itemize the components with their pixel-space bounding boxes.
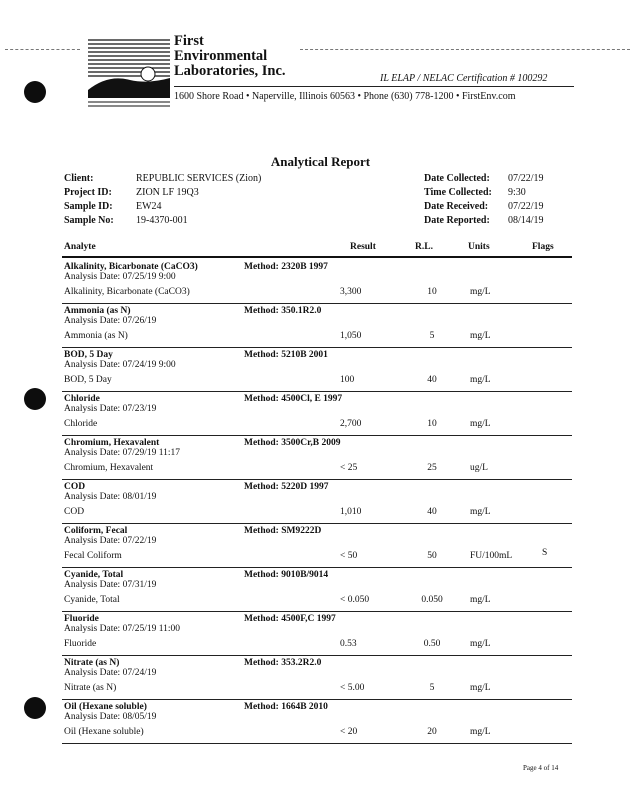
client-label: Client: bbox=[64, 173, 94, 184]
analysis-date: Analysis Date: 07/25/19 11:00 bbox=[64, 624, 181, 634]
analyte-name: Alkalinity, Bicarbonate (CaCO3) bbox=[64, 262, 198, 272]
row-divider bbox=[62, 743, 572, 744]
units-value: mg/L bbox=[470, 331, 491, 341]
analyte-method: Method: 5210B 2001 bbox=[244, 350, 328, 360]
units-value: mg/L bbox=[470, 419, 491, 429]
units-value: mg/L bbox=[470, 375, 491, 385]
company-name-line2: Environmental bbox=[174, 48, 268, 64]
units-value: FU/100mL bbox=[470, 551, 513, 561]
date-collected-label: Date Collected: bbox=[424, 173, 490, 184]
units-value: mg/L bbox=[470, 683, 491, 693]
units-value: mg/L bbox=[470, 595, 491, 605]
analysis-date: Analysis Date: 07/24/19 bbox=[64, 668, 157, 678]
analyte-block bbox=[62, 655, 572, 699]
analyte-method: Method: SM9222D bbox=[244, 526, 322, 536]
analyte-block bbox=[62, 435, 572, 479]
analyte-block bbox=[62, 479, 572, 523]
company-name-line3: Laboratories, Inc. bbox=[174, 63, 286, 79]
result-analyte: Chromium, Hexavalent bbox=[64, 463, 154, 473]
rl-value: 40 bbox=[427, 507, 437, 517]
analyte-block bbox=[62, 347, 572, 391]
analysis-date: Analysis Date: 07/24/19 9:00 bbox=[64, 360, 176, 370]
rl-value: 0.50 bbox=[423, 639, 441, 649]
analysis-date: Analysis Date: 08/01/19 bbox=[64, 492, 157, 502]
date-reported-label: Date Reported: bbox=[424, 215, 490, 226]
result-analyte: Fecal Coliform bbox=[64, 551, 122, 561]
result-analyte: Chloride bbox=[64, 419, 98, 429]
analyte-name: COD bbox=[64, 482, 86, 492]
rl-value: 5 bbox=[429, 683, 435, 693]
analysis-date: Analysis Date: 07/29/19 11:17 bbox=[64, 448, 181, 458]
rl-value: 5 bbox=[429, 331, 435, 341]
analyte-name: Ammonia (as N) bbox=[64, 306, 131, 316]
result-analyte: Ammonia (as N) bbox=[64, 331, 128, 341]
report-title: Analytical Report bbox=[270, 154, 371, 169]
rl-value: 50 bbox=[427, 551, 437, 561]
company-name bbox=[174, 34, 286, 79]
column-header-rl: R.L. bbox=[415, 242, 433, 252]
analysis-date: Analysis Date: 07/23/19 bbox=[64, 404, 157, 414]
flag-value: S bbox=[542, 548, 548, 558]
analyte-name: BOD, 5 Day bbox=[64, 350, 113, 360]
sample-id-label: Sample ID: bbox=[64, 201, 113, 212]
page-number: Page 4 of 14 bbox=[523, 764, 559, 772]
column-header-result: Result bbox=[350, 242, 376, 252]
result-value: 1,050 bbox=[340, 331, 362, 341]
project-value: ZION LF 19Q3 bbox=[136, 187, 199, 198]
analyte-name: Nitrate (as N) bbox=[64, 658, 120, 668]
result-analyte: Cyanide, Total bbox=[64, 595, 120, 605]
header-divider bbox=[62, 256, 572, 258]
analyte-name: Chromium, Hexavalent bbox=[64, 438, 160, 448]
analyte-block bbox=[62, 259, 572, 303]
analyte-block bbox=[62, 567, 572, 611]
column-header-analyte: Analyte bbox=[64, 242, 96, 252]
result-value: 3,300 bbox=[340, 287, 362, 297]
time-collected-label: Time Collected: bbox=[424, 187, 492, 198]
result-analyte: Fluoride bbox=[64, 639, 97, 649]
punch-hole-decoration bbox=[24, 388, 46, 410]
company-address: 1600 Shore Road • Naperville, Illinois 60563 • Phone (630) 778-1200 • FirstEnv.com bbox=[174, 91, 516, 102]
analyte-block bbox=[62, 611, 572, 655]
rl-value: 25 bbox=[427, 463, 437, 473]
analyte-block bbox=[62, 303, 572, 347]
client-value: REPUBLIC SERVICES (Zion) bbox=[136, 173, 262, 184]
header-dash-rule bbox=[5, 49, 80, 51]
units-value: mg/L bbox=[470, 639, 491, 649]
result-analyte: Nitrate (as N) bbox=[64, 683, 117, 693]
result-analyte: Oil (Hexane soluble) bbox=[64, 727, 144, 737]
result-value: 100 bbox=[340, 375, 355, 385]
analyte-name: Chloride bbox=[64, 394, 100, 404]
date-reported-value: 08/14/19 bbox=[508, 215, 544, 226]
analyte-method: Method: 9010B/9014 bbox=[244, 570, 329, 580]
project-label: Project ID: bbox=[64, 187, 112, 198]
company-name-line1: First bbox=[174, 33, 204, 49]
analyte-method: Method: 353.2R2.0 bbox=[244, 658, 322, 668]
analysis-date: Analysis Date: 08/05/19 bbox=[64, 712, 157, 722]
sample-id-value: EW24 bbox=[136, 201, 162, 212]
analysis-date: Analysis Date: 07/25/19 9:00 bbox=[64, 272, 176, 282]
result-analyte: Alkalinity, Bicarbonate (CaCO3) bbox=[64, 287, 190, 297]
analyte-name: Cyanide, Total bbox=[64, 570, 124, 580]
header-dash-rule bbox=[300, 49, 630, 51]
rl-value: 10 bbox=[427, 287, 437, 297]
sample-no-label: Sample No: bbox=[64, 215, 114, 226]
result-value: 2,700 bbox=[340, 419, 362, 429]
rl-value: 20 bbox=[427, 727, 437, 737]
client-row bbox=[64, 173, 93, 184]
certification-text: IL ELAP / NELAC Certification # 100292 bbox=[380, 73, 548, 84]
units-value: mg/L bbox=[470, 507, 491, 517]
analysis-date: Analysis Date: 07/22/19 bbox=[64, 536, 157, 546]
time-collected-value: 9:30 bbox=[508, 187, 526, 198]
analysis-date: Analysis Date: 07/31/19 bbox=[64, 580, 157, 590]
analyte-method: Method: 3500Cr,B 2009 bbox=[244, 438, 341, 448]
result-value: < 20 bbox=[340, 727, 358, 737]
analyte-method: Method: 4500Cl, E 1997 bbox=[244, 394, 343, 404]
result-value: 1,010 bbox=[340, 507, 362, 517]
analyte-method: Method: 5220D 1997 bbox=[244, 482, 329, 492]
date-received-label: Date Received: bbox=[424, 201, 489, 212]
analyte-block bbox=[62, 391, 572, 435]
header-rule bbox=[174, 86, 574, 87]
analyte-block bbox=[62, 699, 572, 743]
units-value: ug/L bbox=[470, 463, 488, 473]
result-value: < 5.00 bbox=[340, 683, 365, 693]
result-analyte: BOD, 5 Day bbox=[64, 375, 112, 385]
punch-hole-decoration bbox=[24, 697, 46, 719]
analyte-block bbox=[62, 523, 572, 567]
sample-no-value: 19-4370-001 bbox=[136, 215, 188, 226]
analyte-name: Fluoride bbox=[64, 614, 99, 624]
analyte-method: Method: 2320B 1997 bbox=[244, 262, 328, 272]
analyte-name: Coliform, Fecal bbox=[64, 526, 128, 536]
punch-hole-decoration bbox=[24, 81, 46, 103]
analysis-date: Analysis Date: 07/26/19 bbox=[64, 316, 157, 326]
rl-value: 40 bbox=[427, 375, 437, 385]
result-value: < 25 bbox=[340, 463, 358, 473]
rl-value: 0.050 bbox=[421, 595, 443, 605]
analyte-method: Method: 4500F,C 1997 bbox=[244, 614, 336, 624]
analyte-method: Method: 1664B 2010 bbox=[244, 702, 328, 712]
rl-value: 10 bbox=[427, 419, 437, 429]
units-value: mg/L bbox=[470, 287, 491, 297]
result-value: 0.53 bbox=[340, 639, 357, 649]
date-received-value: 07/22/19 bbox=[508, 201, 544, 212]
result-value: < 50 bbox=[340, 551, 358, 561]
result-analyte: COD bbox=[64, 507, 85, 517]
column-header-flags: Flags bbox=[532, 242, 554, 252]
units-value: mg/L bbox=[470, 727, 491, 737]
date-collected-value: 07/22/19 bbox=[508, 173, 544, 184]
company-logo-icon bbox=[88, 38, 170, 108]
column-header-units: Units bbox=[468, 242, 490, 252]
analyte-name: Oil (Hexane soluble) bbox=[64, 702, 147, 712]
analyte-method: Method: 350.1R2.0 bbox=[244, 306, 322, 316]
result-value: < 0.050 bbox=[340, 595, 370, 605]
